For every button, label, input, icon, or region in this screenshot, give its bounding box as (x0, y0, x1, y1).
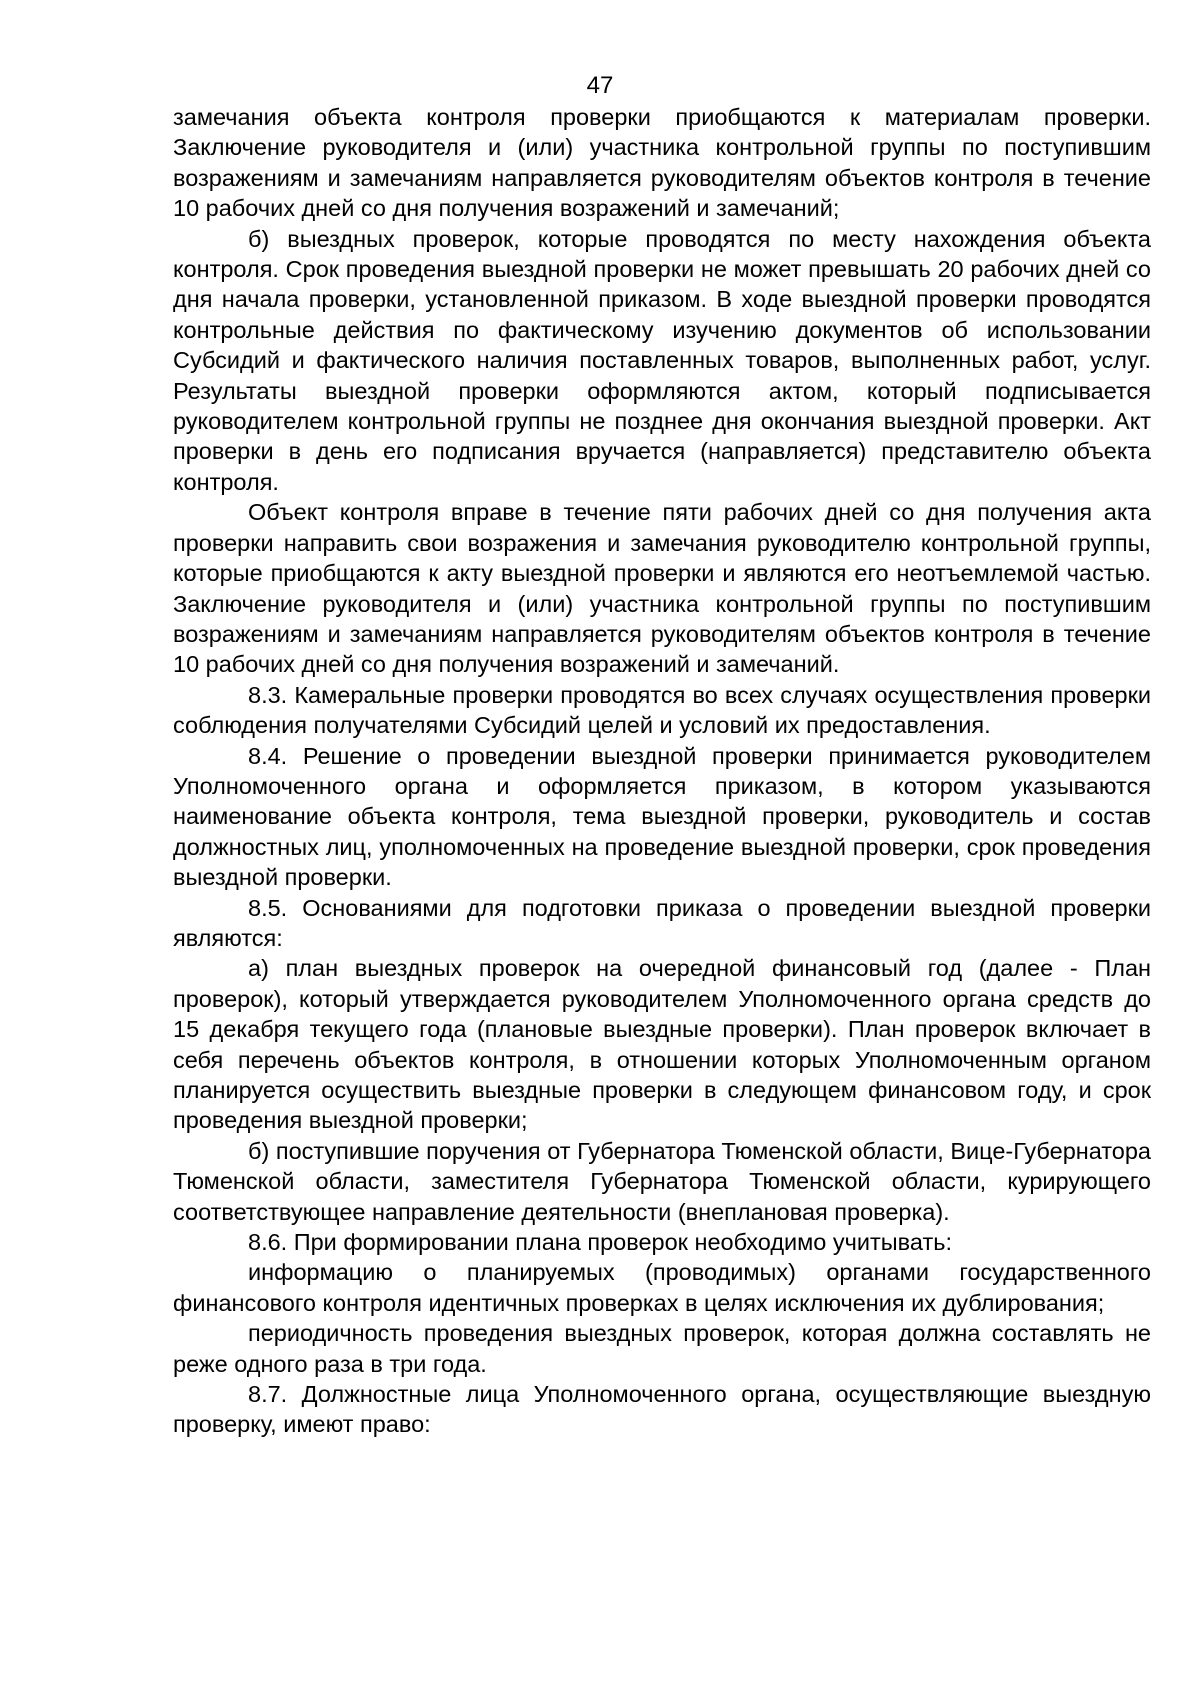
paragraph-8-7: 8.7. Должностные лица Уполномоченного органа, осуществляющие выездную проверку, имеют право: (173, 1381, 1151, 1438)
paragraph-8-4: 8.4. Решение о проведении выездной проверки принимается руководителем Уполномоченного органа и оформляется приказом, в котором указываются наименование объекта контроля, тема выездной проверки, руководитель и состав должностных лиц, уполномоченных на проведение выездной проверки, срок проведения выездной проверки. (173, 742, 1151, 891)
paragraph-objections-right: Объект контроля вправе в течение пяти рабочих дней со дня получения акта проверки направить свои возражения и замечания руководителю контрольной группы, которые приобщаются к акту выездной проверки и являются его неотъемлемой частью. Заключение руководителя и (или) участника контрольной группы по поступившим возражениям и замечаниям направляется руководителям объектов контроля в течение 10 рабочих дней со дня получения возражений и замечаний. (173, 499, 1151, 678)
paragraph-8-6: 8.6. При формировании плана проверок необходимо учитывать: (248, 1229, 952, 1256)
paragraph-8-5-b: б) поступившие поручения от Губернатора Тюменской области, Вице-Губернатора Тюменской области, заместителя Губернатора Тюменской области, курирующего соответствующее направление деятельности (внеплановая проверка). (173, 1137, 1151, 1225)
paragraph-8-5: 8.5. Основаниями для подготовки приказа о проведении выездной проверки являются: (173, 894, 1151, 951)
paragraph-field-inspections: б) выездных проверок, которые проводятся по месту нахождения объекта контроля. Срок проведения выездной проверки не может превышать 20 рабочих дней со дня начала проверки, установленной приказом. В ходе выездной проверки проводятся контрольные действия по фактическому изучению документов об использовании Субсидий и фактического наличия поставленных товаров, выполненных работ, услуг. Результаты выездной проверки оформляются актом, который подписывается руководителем контрольной группы не позднее дня окончания выездной проверки. Акт проверки в день его подписания вручается (направляется) представителю объекта контроля. (173, 225, 1151, 495)
document-body (173, 102, 1151, 1440)
paragraph-continuation: замечания объекта контроля проверки приобщаются к материалам проверки. Заключение руководителя и (или) участника контрольной группы по поступившим возражениям и замечаниям направляется руководителям объектов контроля в течение 10 рабочих дней со дня получения возражений и замечаний; (173, 104, 1151, 222)
paragraph-8-6-info: информацию о планируемых (проводимых) органами государственного финансового контроля идентичных проверках в целях исключения их дублирования; (173, 1259, 1151, 1316)
page-number: 47 (586, 72, 614, 99)
paragraph-8-6-frequency: периодичность проведения выездных проверок, которая должна составлять не реже одного раза в три года. (173, 1320, 1151, 1377)
paragraph-8-3: 8.3. Камеральные проверки проводятся во всех случаях осуществления проверки соблюдения получателями Субсидий целей и условий их предоставления. (173, 681, 1151, 739)
paragraph-8-5-a: а) план выездных проверок на очередной финансовый год (далее - План проверок), который утверждается руководителем Уполномоченного органа средств до 15 декабря текущего года (плановые выездные проверки). План проверок включает в себя перечень объектов контроля, в отношении которых Уполномоченным органом планируется осуществить выездные проверки в следующем финансовом году, и срок проведения выездной проверки; (173, 955, 1151, 1134)
